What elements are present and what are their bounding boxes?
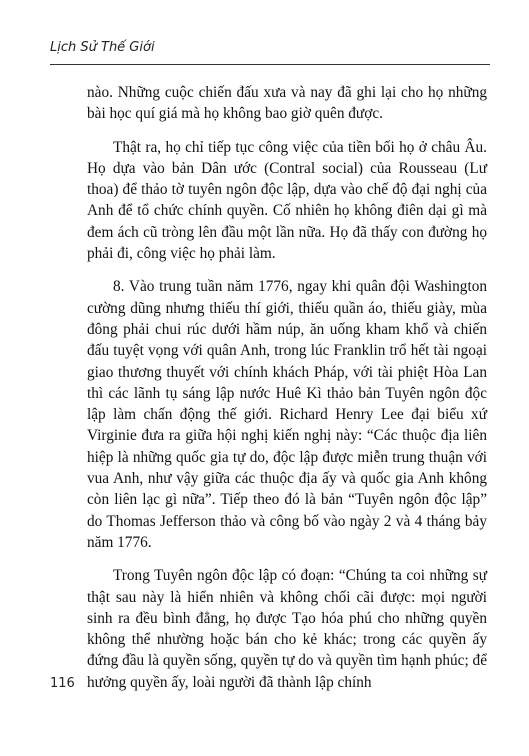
body-text xyxy=(87,82,487,705)
paragraph: Thật ra, họ chỉ tiếp tục công việc của tiền bối họ ở châu Âu. Họ dựa vào bản Dân ước (Contral social) của Rousseau (Lư thoa) để thảo tờ tuyên ngôn độc lập, dựa vào chế độ đại nghị của Anh để tổ chức chính quyền. Cố nhiên họ không điên dại gì mà đem ách cũ tròng lên đầu một lần nữa. Họ đã thấy con đường họ phải đi, công việc họ phải làm. xyxy=(87,138,487,263)
paragraph: 8. Vào trung tuần năm 1776, ngay khi quân đội Washington cường dũng nhưng thiếu thí giới, thiếu quần áo, thiếu giày, mùa đông phải chui rúc dưới hầm núp, ăn uống kham khổ và chiến đấu tuyệt vọng với quân Anh, trong lúc Franklin trổ hết tài ngoại giao thương thuyết với chính khách Pháp, với tài phiệt Hòa Lan thì các lãnh tụ sáng lập nước Huê Kì thảo bản Tuyên ngôn độc lập làm chấn động thế giới. Richard Henry Lee đại biểu xứ Virginie đưa ra giữa hội nghị kiến nghị này: “Các thuộc địa liên hiệp là những quốc gia tự do, độc lập được miễn trung thuận với vua Anh, như vậy giữa các thuộc địa ấy và quốc gia Anh không còn liên lạc gì nữa”. Tiếp theo đó là bản “Tuyên ngôn độc lập” do Thomas Jefferson thảo và công bố vào ngày 2 và 4 tháng bảy năm 1776. xyxy=(87,278,487,551)
paragraph: Trong Tuyên ngôn độc lập có đoạn: “Chúng ta coi những sự thật sau này là hiển nhiên và không chối cãi được: mọi người sinh ra đều bình đẳng, họ được Tạo hóa phú cho những quyền không thể nhường hoặc bán cho kẻ khác; trong các quyền ấy đứng đầu là quyền sống, quyền tự do và quyền tìm hạnh phúc; để hưởng quyền ấy, loài người đã thành lập chính xyxy=(87,567,487,691)
paragraph-continuation: nào. Những cuộc chiến đấu xưa và nay đã ghi lại cho họ những bài học quí giá mà họ không bao giờ quên được. xyxy=(87,84,487,123)
header-rule xyxy=(50,64,490,65)
page-number: 116 xyxy=(50,676,75,691)
running-head-title: Lịch Sử Thế Giới xyxy=(50,40,155,55)
